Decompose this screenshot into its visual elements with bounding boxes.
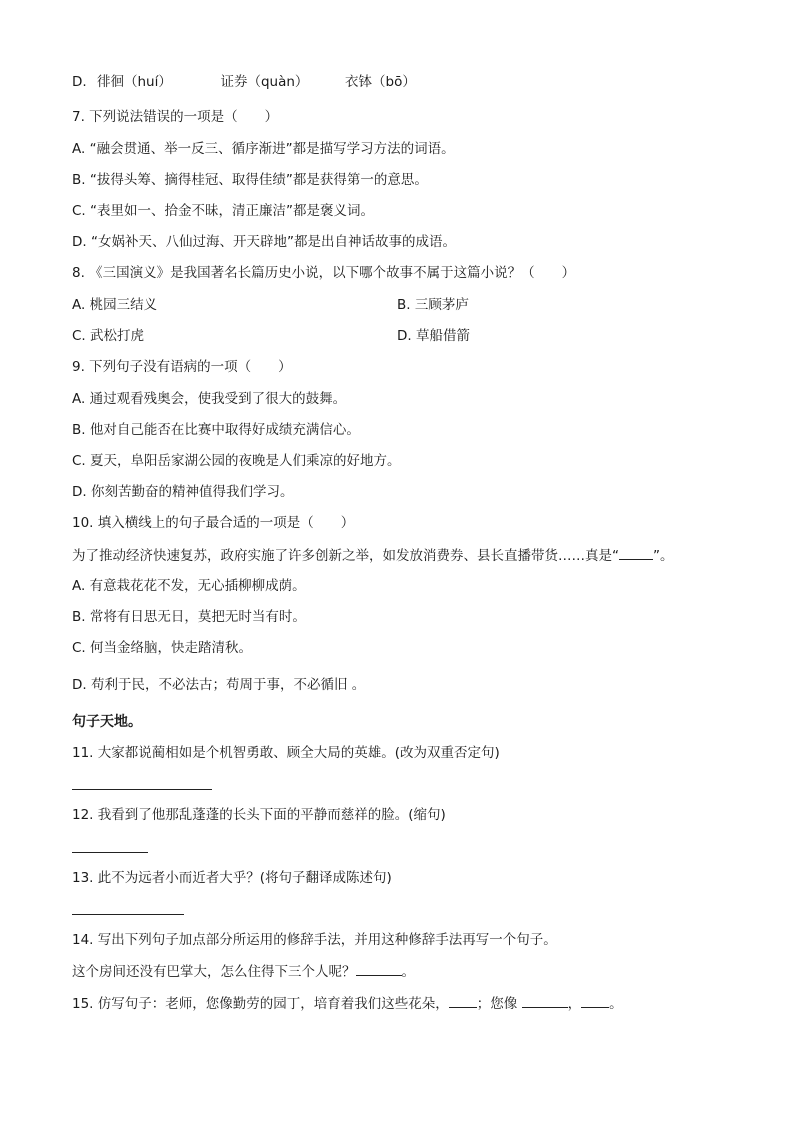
q15-part-2: ；您像 — [476, 996, 522, 1012]
q15-text — [72, 994, 623, 1012]
q9-option-d[interactable]: D. 你刻苦勤奋的精神值得我们学习。 — [72, 484, 294, 500]
q14-sentence-text: 这个房间还没有巴掌大，怎么住得下三个人呢？ — [72, 964, 356, 980]
q14-sentence-end: 。 — [401, 964, 415, 980]
q9-option-a[interactable]: A. 通过观看残奥会，使我受到了很大的鼓舞。 — [72, 391, 347, 407]
q9-option-c[interactable]: C. 夏天，阜阳岳家湖公园的夜晚是人们乘凉的好地方。 — [72, 453, 401, 469]
q10-option-b[interactable]: B. 常将有日思无日，莫把无时当有时。 — [72, 609, 306, 625]
q8-option-b[interactable]: B. 三顾茅庐 — [397, 297, 469, 313]
q7-option-c[interactable]: C. “表里如一、拾金不昧，清正廉洁”都是褒义词。 — [72, 203, 374, 219]
q10-sentence-after: ”。 — [653, 548, 674, 564]
q8-option-a[interactable]: A. 桃园三结义 — [72, 297, 158, 313]
q10-sentence-before: 为了推动经济快速复苏，政府实施了许多创新之举，如发放消费券、县长直播带货……真是“ — [72, 548, 619, 564]
q10-stem: 10. 填入横线上的句子最合适的一项是（ ） — [72, 515, 355, 531]
q10-option-d[interactable]: D. 苟利于民，不必法古；苟周于事，不必循旧 。 — [72, 677, 366, 693]
q8-option-d[interactable]: D. 草船借箭 — [397, 328, 470, 344]
q15-blank-2[interactable] — [522, 994, 568, 1008]
q11-answer-line[interactable] — [72, 789, 212, 790]
q6-option-d-label: D. — [72, 74, 87, 90]
q13-text: 13. 此不为远者小而近者大乎？(将句子翻译成陈述句) — [72, 870, 392, 886]
q15-blank-1[interactable] — [449, 994, 477, 1008]
q7-stem: 7. 下列说法错误的一项是（ ） — [72, 109, 279, 125]
q14-blank[interactable] — [356, 962, 402, 976]
q10-option-c[interactable]: C. 何当金络脑，快走踏清秋。 — [72, 640, 253, 656]
q10-sentence — [72, 546, 674, 564]
q6-word-2: 证券（quàn） — [220, 74, 309, 90]
q12-text: 12. 我看到了他那乱蓬蓬的长头下面的平静而慈祥的脸。(缩句) — [72, 807, 446, 823]
q7-option-d[interactable]: D. “女娲补天、八仙过海、开天辟地”都是出自神话故事的成语。 — [72, 234, 456, 250]
q10-blank[interactable] — [619, 546, 653, 560]
q9-option-b[interactable]: B. 他对自己能否在比赛中取得好成绩充满信心。 — [72, 422, 360, 438]
q6-option-d — [72, 73, 416, 91]
q8-option-c[interactable]: C. 武松打虎 — [72, 328, 145, 344]
q11-text: 11. 大家都说蔺相如是个机智勇敢、顾全大局的英雄。(改为双重否定句) — [72, 745, 500, 761]
section-title: 句子天地。 — [72, 714, 142, 730]
q15-part-3: ， — [567, 996, 582, 1012]
q6-word-3: 衣钵（bō） — [345, 74, 416, 90]
q8-stem: 8. 《三国演义》是我国著名长篇历史小说，以下哪个故事不属于这篇小说？（ ） — [72, 265, 576, 281]
q14-sentence — [72, 962, 415, 980]
q12-answer-line[interactable] — [72, 852, 148, 853]
q13-answer-line[interactable] — [72, 914, 184, 915]
q10-option-a[interactable]: A. 有意栽花花不发，无心插柳柳成荫。 — [72, 578, 306, 594]
q15-blank-3[interactable] — [581, 994, 609, 1008]
q7-option-a[interactable]: A. “融会贯通、举一反三、循序渐进”都是描写学习方法的词语。 — [72, 141, 455, 157]
q14-stem: 14. 写出下列句子加点部分所运用的修辞手法，并用这种修辞手法再写一个句子。 — [72, 932, 557, 948]
q15-part-4: 。 — [609, 996, 623, 1012]
q7-option-b[interactable]: B. “拔得头筹、摘得桂冠、取得佳绩”都是获得第一的意思。 — [72, 172, 428, 188]
q6-word-1: 徘徊（huí） — [96, 74, 172, 90]
q15-part-1: 15. 仿写句子：老师，您像勤劳的园丁，培育着我们这些花朵， — [72, 996, 449, 1012]
q9-stem: 9. 下列句子没有语病的一项（ ） — [72, 359, 292, 375]
